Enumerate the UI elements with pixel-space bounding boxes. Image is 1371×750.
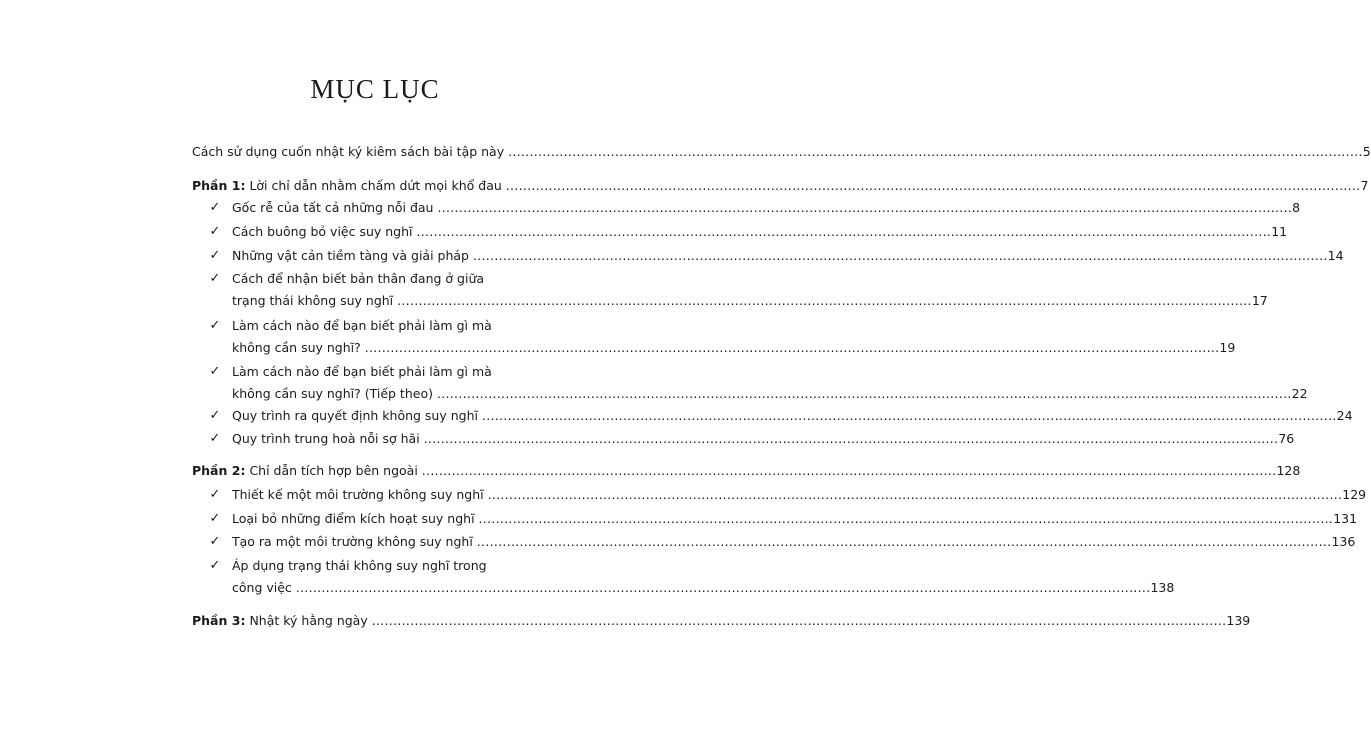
toc-part1-label: Phần 1: <box>192 178 246 193</box>
toc-part2-item-2[interactable] <box>232 531 1356 553</box>
page-title: MỤC LỤC <box>310 74 440 104</box>
toc-part1-item-6-leader: ........................................................................................................................................................................................................ <box>481 408 1337 423</box>
toc-part3-text: Nhật ký hằng ngày <box>249 613 372 628</box>
check-mark-icon: ✓ <box>209 318 221 333</box>
toc-part1-item-3-page: 17 <box>1251 293 1268 308</box>
toc-part1-item-4-line-0 <box>232 315 492 337</box>
check-mark-icon: ✓ <box>209 511 221 526</box>
check-mark-icon: ✓ <box>209 558 221 573</box>
toc-part2-item-3-line-0 <box>232 555 487 577</box>
toc-intro-text: Cách sử dụng cuốn nhật ký kiêm sách bài tập này <box>192 144 509 159</box>
toc-intro-leader: ........................................................................................................................................................................................................ <box>508 144 1363 159</box>
toc-part1-item-7-leader: ........................................................................................................................................................................................................ <box>423 431 1279 446</box>
toc-part1-item-3[interactable] <box>232 290 1268 312</box>
toc-part1-item-1-leader: ........................................................................................................................................................................................................ <box>416 224 1272 239</box>
toc-part1-item-0-text: Gốc rễ của tất cả những nỗi đau <box>232 200 438 215</box>
toc-part3-page: 139 <box>1226 613 1251 628</box>
toc-part1-item-5-leader: ........................................................................................................................................................................................................ <box>436 386 1292 401</box>
toc-part1-item-3-line-0-text: Cách để nhận biết bản thân đang ở giữa <box>232 271 485 286</box>
toc-part3[interactable] <box>192 610 1251 632</box>
toc-part2-item-3-leader: ........................................................................................................................................................................................................ <box>295 580 1151 595</box>
check-mark-icon: ✓ <box>209 431 221 446</box>
toc-part2-item-1-leader: ........................................................................................................................................................................................................ <box>478 511 1334 526</box>
toc-part1-page: 7 <box>1360 178 1369 193</box>
toc-part1-text: Lời chỉ dẫn nhằm chấm dứt mọi khổ đau <box>249 178 506 193</box>
toc-part2-item-1[interactable] <box>232 508 1358 530</box>
toc-part3-label: Phần 3: <box>192 613 246 628</box>
toc-intro[interactable] <box>192 141 1371 163</box>
toc-part2-item-3-page: 138 <box>1150 580 1175 595</box>
toc-part1-item-2-page: 14 <box>1327 248 1344 263</box>
toc-part1-item-3-text: trạng thái không suy nghĩ <box>232 293 398 308</box>
toc-part2[interactable] <box>192 460 1301 482</box>
toc-part1[interactable] <box>192 175 1369 197</box>
toc-part2-item-3[interactable] <box>232 577 1175 599</box>
toc-part1-item-2-text: Những vật cản tiềm tàng và giải pháp <box>232 248 473 263</box>
toc-part2-item-1-text: Loại bỏ những điểm kích hoạt suy nghĩ <box>232 511 479 526</box>
check-mark-icon: ✓ <box>209 408 221 423</box>
toc-part1-item-6-text: Quy trình ra quyết định không suy nghĩ <box>232 408 482 423</box>
toc-part1-item-6[interactable] <box>232 405 1353 427</box>
toc-part2-label: Phần 2: <box>192 463 246 478</box>
check-mark-icon: ✓ <box>209 487 221 502</box>
check-mark-icon: ✓ <box>209 271 221 286</box>
toc-part1-item-4[interactable] <box>232 337 1236 359</box>
toc-part1-item-2[interactable] <box>232 245 1344 267</box>
check-mark-icon: ✓ <box>209 224 221 239</box>
toc-part1-item-6-page: 24 <box>1336 408 1353 423</box>
toc-part2-item-2-text: Tạo ra một môi trường không suy nghĩ <box>232 534 477 549</box>
toc-part1-item-5-line-0 <box>232 361 492 383</box>
toc-part1-item-7-page: 76 <box>1278 431 1295 446</box>
toc-part2-item-0-text: Thiết kế một môi trường không suy nghĩ <box>232 487 488 502</box>
toc-part1-item-4-text: không cần suy nghĩ? <box>232 340 365 355</box>
toc-part1-item-0-leader: ........................................................................................................................................................................................................ <box>437 200 1293 215</box>
toc-part1-item-5-line-0-text: Làm cách nào để bạn biết phải làm gì mà <box>232 364 492 379</box>
toc-part2-item-0-page: 129 <box>1342 487 1367 502</box>
toc-part1-item-4-leader: ........................................................................................................................................................................................................ <box>364 340 1220 355</box>
toc-part1-item-5-page: 22 <box>1291 386 1308 401</box>
toc-part1-item-2-leader: ........................................................................................................................................................................................................ <box>472 248 1328 263</box>
toc-part2-page: 128 <box>1276 463 1301 478</box>
toc-part1-item-7-text: Quy trình trung hoà nỗi sợ hãi <box>232 431 424 446</box>
toc-part2-item-2-leader: ........................................................................................................................................................................................................ <box>476 534 1332 549</box>
toc-part1-item-1-text: Cách buông bỏ việc suy nghĩ <box>232 224 417 239</box>
toc-part3-leader: ........................................................................................................................................................................................................ <box>371 613 1227 628</box>
toc-part1-item-4-line-0-text: Làm cách nào để bạn biết phải làm gì mà <box>232 318 492 333</box>
toc-part2-item-2-page: 136 <box>1331 534 1356 549</box>
toc-part1-item-7[interactable] <box>232 428 1295 450</box>
toc-part2-leader: ........................................................................................................................................................................................................ <box>421 463 1277 478</box>
toc-part1-leader: ........................................................................................................................................................................................................ <box>505 178 1361 193</box>
toc-part2-item-0[interactable] <box>232 484 1367 506</box>
toc-part1-item-3-line-0 <box>232 268 484 290</box>
toc-intro-page: 5 <box>1362 144 1371 159</box>
toc-part1-item-1-page: 11 <box>1271 224 1288 239</box>
toc-part1-item-5[interactable] <box>232 383 1308 405</box>
check-mark-icon: ✓ <box>209 364 221 379</box>
toc-part2-item-0-leader: ........................................................................................................................................................................................................ <box>487 487 1343 502</box>
check-mark-icon: ✓ <box>209 534 221 549</box>
toc-part1-item-4-page: 19 <box>1219 340 1236 355</box>
toc-part1-item-1[interactable] <box>232 221 1288 243</box>
check-mark-icon: ✓ <box>209 200 221 215</box>
toc-part1-item-5-text: không cần suy nghĩ? (Tiếp theo) <box>232 386 437 401</box>
toc-part1-item-0-page: 8 <box>1292 200 1301 215</box>
toc-part2-text: Chỉ dẫn tích hợp bên ngoài <box>249 463 422 478</box>
check-mark-icon: ✓ <box>209 248 221 263</box>
toc-part2-item-1-page: 131 <box>1333 511 1358 526</box>
toc-part1-item-3-leader: ........................................................................................................................................................................................................ <box>397 293 1252 308</box>
toc-part1-item-0[interactable] <box>232 197 1301 219</box>
toc-part2-item-3-line-0-text: Áp dụng trạng thái không suy nghĩ trong <box>232 558 487 573</box>
toc-part2-item-3-text: công việc <box>232 580 296 595</box>
